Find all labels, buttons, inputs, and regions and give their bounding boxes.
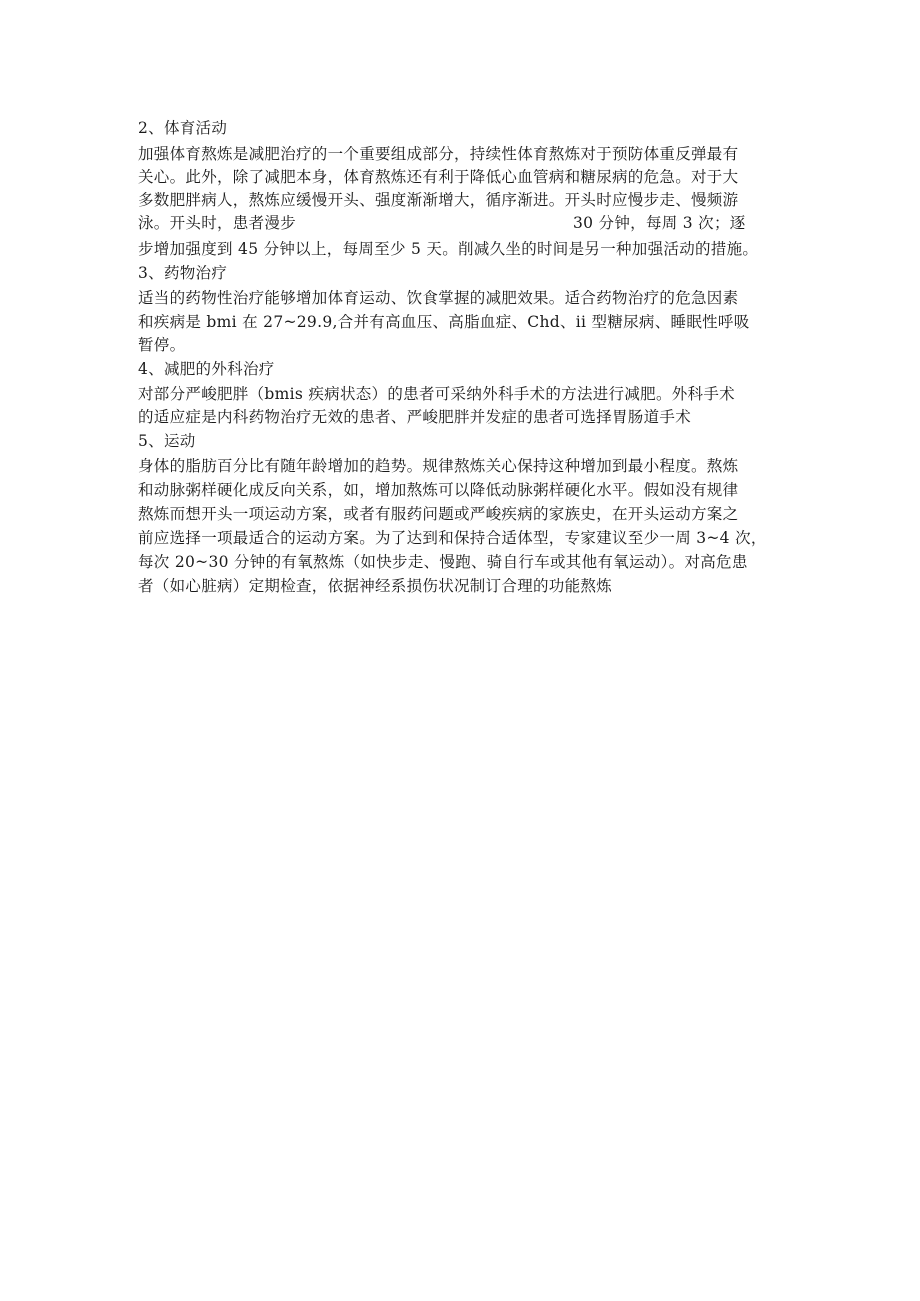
paragraph-line-left: 泳。开头时，患者漫步 [138, 214, 297, 232]
section-heading: 4、减肥的外科治疗 [138, 360, 275, 378]
paragraph-line: 前应选择一项最适合的运动方案。为了达到和保持合适体型，专家建议至少一周 3~4 次， [138, 529, 767, 547]
paragraph-line: 和疾病是 bmi 在 27~29.9,合并有高血压、高脂血症、Chd、ii 型糖尿病、睡眠性呼吸 [138, 313, 750, 331]
section-heading: 2、体育活动 [138, 119, 228, 137]
paragraph-line: 关心。此外，除了减肥本身，体育熬炼还有利于降低心血管病和糖尿病的危急。对于大 [138, 168, 739, 186]
paragraph-line: 适当的药物性治疗能够增加体育运动、饮食掌握的减肥效果。适合药物治疗的危急因素 [138, 289, 739, 307]
paragraph-line: 对部分严峻肥胖（bmis 疾病状态）的患者可采纳外科手术的方法进行减肥。外科手术 [138, 385, 735, 403]
paragraph-line: 熬炼而想开头一项运动方案，或者有服药问题或严峻疾病的家族史，在开头运动方案之 [138, 505, 739, 523]
paragraph-line: 的适应症是内科药物治疗无效的患者、严峻肥胖并发症的患者可选择胃肠道手术 [138, 408, 692, 426]
paragraph-line: 多数肥胖病人，熬炼应缓慢开头、强度渐渐增大，循序渐进。开头时应慢步走、慢频游 [138, 191, 739, 209]
paragraph-line: 和动脉粥样硬化成反向关系，如，增加熬炼可以降低动脉粥样硬化水平。假如没有规律 [138, 481, 739, 499]
paragraph-line: 者（如心脏病）定期检查，依据神经系损伤状况制订合理的功能熬炼 [138, 577, 613, 595]
paragraph-line: 身体的脂肪百分比有随年龄增加的趋势。规律熬炼关心保持这种增加到最小程度。熬炼 [138, 457, 739, 475]
paragraph-line: 每次 20~30 分钟的有氧熬炼（如快步走、慢跑、骑自行车或其他有氧运动）。对高危患 [138, 553, 748, 571]
paragraph-line: 加强体育熬炼是减肥治疗的一个重要组成部分，持续性体育熬炼对于预防体重反弹最有 [138, 145, 739, 163]
section-heading: 3、药物治疗 [138, 264, 228, 282]
paragraph-line: 步增加强度到 45 分钟以上，每周至少 5 天。削减久坐的时间是另一种加强活动的措施。 [138, 240, 759, 258]
paragraph-line-right: 30 分钟，每周 3 次；逐 [573, 214, 746, 232]
paragraph-line: 暂停。 [138, 336, 186, 354]
section-heading: 5、运动 [138, 432, 196, 450]
